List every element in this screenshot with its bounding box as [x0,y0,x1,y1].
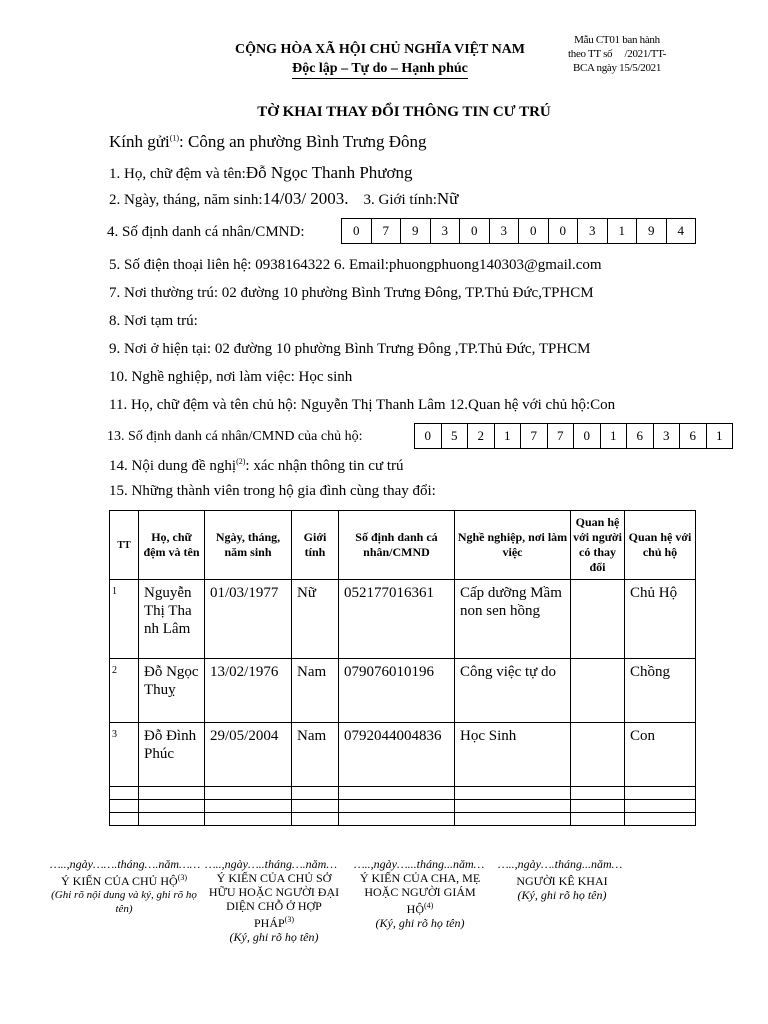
empty-row [110,813,696,826]
form-code-line: BCA ngày 15/5/2021 [572,62,662,74]
id-digit: 1 [706,424,733,448]
row-dob: 29/05/2004 [205,723,292,787]
signature-date: …..,ngày…….tháng….năm…… [50,857,201,871]
table-row [110,723,696,787]
personal-id-label: 4. Số định danh cá nhân/CMND: [107,224,305,240]
id-digit: 0 [573,424,600,448]
signature-title: NGƯỜI KÊ KHAI [516,874,608,888]
signature-date: …..,ngày….tháng...năm… [498,857,623,871]
id-digit: 0 [548,219,578,243]
row-gender: Nam [292,659,339,723]
signature-title: Ý KIẾN CỦA CHA, MẸ HOẶC NGƯỜI GIÁM HỘ [359,871,481,916]
recipient-value: : Công an phường Bình Trưng Đông [179,132,427,151]
header-job: Nghề nghiệp, nơi làm việc [455,511,571,580]
row-name: Đỗ Ngọc Thuỵ [139,659,205,723]
field-members-heading: 15. Những thành viên trong hộ gia đình cùng thay đổi: [109,483,436,499]
id-digit: 3 [577,219,607,243]
field-full-name [109,163,413,183]
field-household-head: 11. Họ, chữ đệm và tên chủ hộ: Nguyễn Thị Thanh Lâm 12.Quan hệ với chủ hộ:Con [109,397,616,413]
header-id: Số định danh cá nhân/CMND [339,511,455,580]
signature-note: (Ký, ghi rõ họ tên) [375,916,465,930]
dob-label: 2. Ngày, tháng, năm sinh: [109,192,263,208]
row-dob: 01/03/1977 [205,580,292,659]
form-title: TỜ KHAI THAY ĐỔI THÔNG TIN CƯ TRÚ [257,104,551,120]
field-phone-email: 5. Số điện thoại liên hệ: 0938164322 6. Email:phuongphuong140303@gmail.com [109,257,602,273]
recipient-line [109,132,427,152]
document-header [210,40,550,79]
header-rel-changer: Quan hệ với người có thay đổi [571,511,625,580]
row-gender: Nữ [292,580,339,659]
form-code-line: Mẫu CT01 ban hành [574,34,660,46]
id-digit: 6 [626,424,653,448]
signature-note: (Ký, ghi rõ họ tên) [229,930,319,944]
form-code [558,33,676,75]
id-digit: 2 [467,424,494,448]
row-dob: 13/02/1976 [205,659,292,723]
row-rel-changer [571,659,625,723]
request-value: : xác nhận thông tin cư trú [245,458,404,474]
row-gender: Nam [292,723,339,787]
footnote-mark: (4) [424,901,434,910]
signature-title: Ý KIẾN CỦA CHỦ HỘ [61,874,178,888]
signature-date: …..,ngày…..tháng….năm… [205,857,338,871]
row-tt: 1 [110,580,139,659]
field-request [109,457,404,475]
head-id-label: 13. Số định danh cá nhân/CMND của chủ hộ: [107,429,363,444]
row-tt: 3 [110,723,139,787]
signature-household-head [50,857,201,916]
signature-declarant [498,857,626,902]
full-name-label: 1. Họ, chữ đệm và tên: [109,166,246,182]
table-row [110,580,696,659]
signature-title: Ý KIẾN CỦA CHỦ SỞ HỮU HOẶC NGƯỜI ĐẠI DIỆN CHỖ Ở HỢP PHÁP [208,871,340,930]
row-job: Học Sinh [455,723,571,787]
row-rel-changer [571,723,625,787]
footnote-mark: (3) [284,915,294,924]
request-label: 14. Nội dung đề nghị [109,458,237,474]
full-name-value: Đỗ Ngọc Thanh Phương [245,163,413,182]
gender-value: Nữ [436,189,459,208]
id-digit: 5 [441,424,468,448]
signature-note: (Ghi rõ nội dung và ký, ghi rõ họ tên) [51,889,197,915]
id-digit: 3 [430,219,460,243]
field-current-address: 9. Nơi ở hiện tại: 02 đường 10 phường Bình Trưng Đông ,TP.Thủ Đức, TPHCM [109,341,591,357]
header-name: Họ, chữ đệm và tên [139,511,205,580]
row-job: Công việc tự do [455,659,571,723]
recipient-label: Kính gửi [109,132,170,151]
footnote-mark: (3) [177,873,187,882]
header-dob: Ngày, tháng, năm sinh [205,511,292,580]
signature-owner [205,857,343,944]
row-rel-head: Chồng [625,659,696,723]
id-digit: 7 [547,424,574,448]
form-code-line: theo TT số /2021/TT- [567,48,666,60]
row-rel-changer [571,580,625,659]
row-name: Nguyễn Thị Thanh Lâm [139,580,205,659]
row-id: 0792044004836 [339,723,455,787]
field-dob-gender [109,189,458,209]
row-name: Đỗ Đình Phúc [139,723,205,787]
signature-date: …..,ngày…...tháng...năm… [354,857,485,871]
id-digit: 6 [679,424,706,448]
id-digit: 3 [653,424,680,448]
id-digit: 9 [636,219,666,243]
footnote-mark: (1) [169,133,180,143]
field-occupation: 10. Nghề nghiệp, nơi làm việc: Học sinh [109,369,353,385]
id-digit: 4 [666,219,696,243]
signature-guardian [354,857,486,930]
field-temporary-address: 8. Nơi tạm trú: [109,313,198,329]
id-digit: 0 [424,428,431,443]
empty-row [110,787,696,800]
signature-note: (Ký, ghi rõ họ tên) [517,888,607,902]
row-tt: 2 [110,659,139,723]
head-id-boxes [414,423,733,449]
row-id: 079076010196 [339,659,455,723]
row-rel-head: Chủ Hộ [625,580,696,659]
field-permanent-address: 7. Nơi thường trú: 02 đường 10 phường Bình Trưng Đông, TP.Thủ Đức,TPHCM [109,285,594,301]
empty-row [110,800,696,813]
dob-value: 14/03/ 2003. [262,189,349,208]
header-tt: TT [110,511,139,580]
gender-label: 3. Giới tính: [363,192,437,208]
footnote-mark: (2) [236,457,246,466]
id-digit: 7 [371,219,401,243]
id-digit: 1 [600,424,627,448]
id-digit: 1 [607,219,637,243]
nation-title: CỘNG HÒA XÃ HỘI CHỦ NGHĨA VIỆT NAM [234,42,525,57]
row-id: 052177016361 [339,580,455,659]
table-row [110,659,696,723]
table-header-row [110,511,696,580]
id-digit: 7 [520,424,547,448]
id-digit: 1 [494,424,521,448]
id-digit: 9 [400,219,430,243]
row-rel-head: Con [625,723,696,787]
id-digit: 0 [353,223,360,238]
national-motto: Độc lập – Tự do – Hạnh phúc [292,60,468,79]
header-gender: Giới tính [292,511,339,580]
personal-id-boxes [341,218,696,244]
row-job: Cấp dưỡng Mầm non sen hồng [455,580,571,659]
id-digit: 0 [459,219,489,243]
header-rel-head: Quan hệ với chủ hộ [625,511,696,580]
members-table [109,510,696,826]
id-digit: 3 [489,219,519,243]
id-digit: 0 [518,219,548,243]
